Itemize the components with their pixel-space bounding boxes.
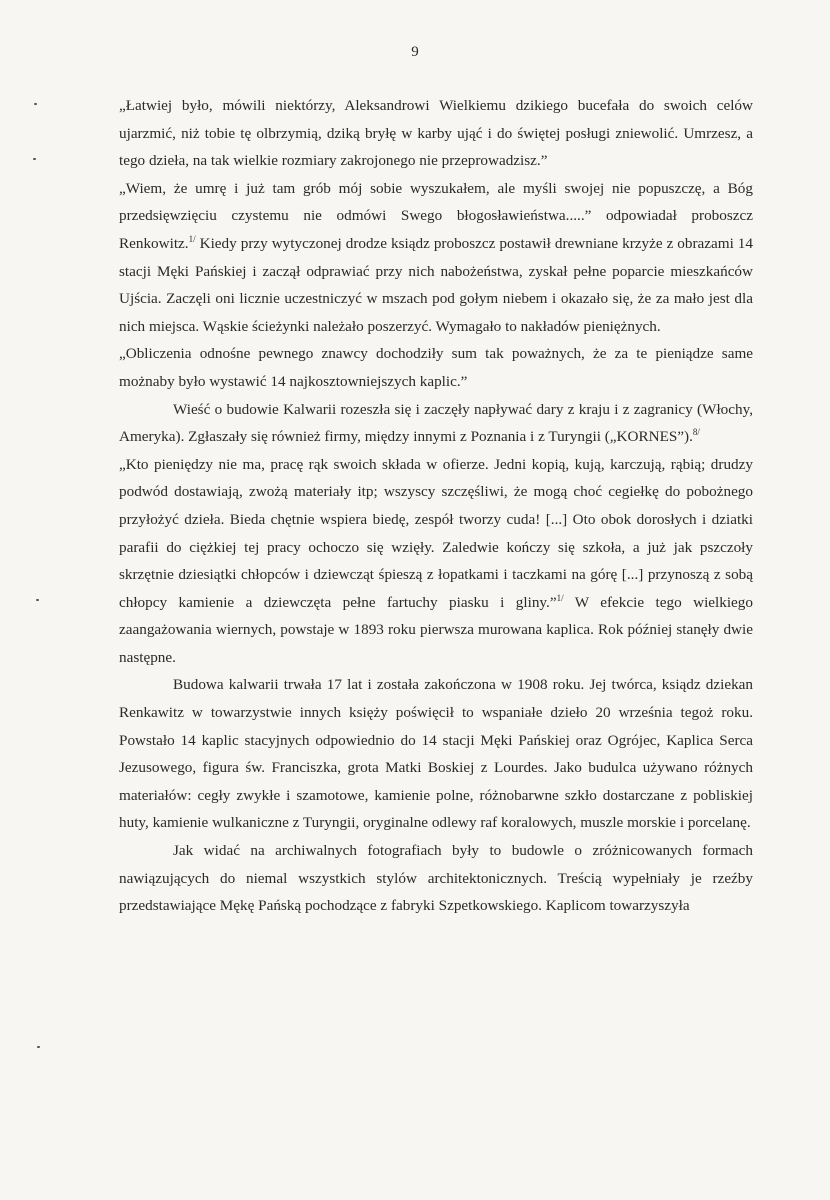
page-text (119, 92, 753, 920)
footnote-ref: 1/ (556, 592, 564, 603)
scan-speck (34, 103, 37, 105)
paragraph-text: Kiedy przy wytyczonej drodze ksiądz proboszcz postawił drewniane krzyże z obrazami 14 stacji Męki Pańskiej i zaczął odprawiać przy nich nabożeństwa, zyskał pełne poparcie mieszkańców Ujścia. Zaczęli oni licznie uczestniczyć w mszach pod gołym niebem i okazało się, że za mało jest dla nich miejsca. Wąskie ścieżynki należało poszerzyć. Wymagało to nakładów pieniężnych. (119, 234, 753, 335)
paragraph-text: „Łatwiej było, mówili niektórzy, Aleksandrowi Wielkiemu dzikiego bucefała do swoich celów ujarzmić, niż tobie tę olbrzymią, dziką bryłę w karby ująć i do świętej posługi zniewolić. Umrzesz, a tego dzieła, na tak wielkie rozmiary zakrojonego nie przeprowadzisz.” (119, 97, 753, 170)
paragraph (119, 92, 753, 175)
footnote-ref: 1/ (188, 233, 196, 244)
paragraph-text: „Kto pieniędzy nie ma, pracę rąk swoich składa w ofierze. Jedni kopią, kują, karczują, rąbią; drudzy podwód dostawiają, zwożą materiały itp; wszyscy szczęśliwi, że mogą choć cegiełkę do pobożnego przyłożyć dzieła. Bieda chętnie wspiera biedę, zespół tworzy cuda! [...] Oto obok dorosłych i dziatki parafii do ciężkiej tej pracy ochoczo się wzięły. Zaledwie kończy się szkoła, a już jak pszczoły skrzętnie dziesiątki chłopców i dziewcząt śpieszą z łopatkami i taczkami na górę [...] przynoszą z sobą chłopcy kamienie a dziewczęta pełne fartuchy piasku i gliny.” (119, 455, 753, 611)
page-number: 9 (411, 44, 419, 60)
paragraph (119, 837, 753, 920)
paragraph-text: „Obliczenia odnośne pewnego znawcy dochodziły sum tak poważnych, że za te pieniądze same możnaby było wystawić 14 najkosztowniejszych kaplic.” (119, 345, 753, 390)
paragraph-text: „Wiem, że umrę i już tam grób mój sobie wyszukałem, ale myśli swojej nie popuszczę, a Bóg przedsięwzięciu czystemu nie odmówi Swego błogosławieństwa.....” odpowiadał proboszcz Renkowitz. (119, 179, 753, 252)
scan-speck (37, 1046, 40, 1048)
paragraph (119, 396, 753, 451)
paragraph-text: Jak widać na archiwalnych fotografiach były to budowle o zróżnicowanych formach nawiązujących do niemal wszystkich stylów architektonicznych. Treścią wypełniały je rzeźby przedstawiające Mękę Pańską pochodzące z fabryki Szpetkowskiego. Kaplicom towarzyszyła (119, 842, 753, 915)
paragraph-text: Budowa kalwarii trwała 17 lat i została zakończona w 1908 roku. Jej twórca, ksiądz dziekan Renkawitz w towarzystwie innych księży poświęcił to wspaniałe dzieło 20 września tegoż roku. Powstało 14 kaplic stacyjnych odpowiednio do 14 stacji Męki Pańskiej oraz Ogrójec, Kaplica Serca Jezusowego, figura św. Franciszka, grota Matki Boskiej z Lourdes. Jako budulca używano różnych materiałów: cegły zwykłe i szamotowe, kamienie polne, różnobarwne szkło dostarczane z pobliskiej huty, kamienie wulkaniczne z Turyngii, oryginalne odlewy raf koralowych, muszle morskie i porcelanę. (119, 676, 753, 832)
paragraph (119, 340, 753, 395)
paragraph (119, 671, 753, 837)
paragraph-text: Wieść o budowie Kalwarii rozeszła się i zaczęły napływać dary z kraju i z zagranicy (Włochy, Ameryka). Zgłaszały się również firmy, między innymi z Poznania i z Turyngii („KORNES”). (119, 400, 753, 446)
paragraph (119, 451, 753, 672)
paragraph-text: W efekcie tego wielkiego zaangażowania wiernych, powstaje w 1893 roku pierwsza murowana kaplica. Rok później stanęły dwie następne. (119, 593, 753, 666)
paragraph (119, 175, 753, 341)
scan-speck (33, 158, 36, 160)
scan-speck (36, 599, 39, 601)
footnote-ref: 8/ (692, 427, 700, 438)
